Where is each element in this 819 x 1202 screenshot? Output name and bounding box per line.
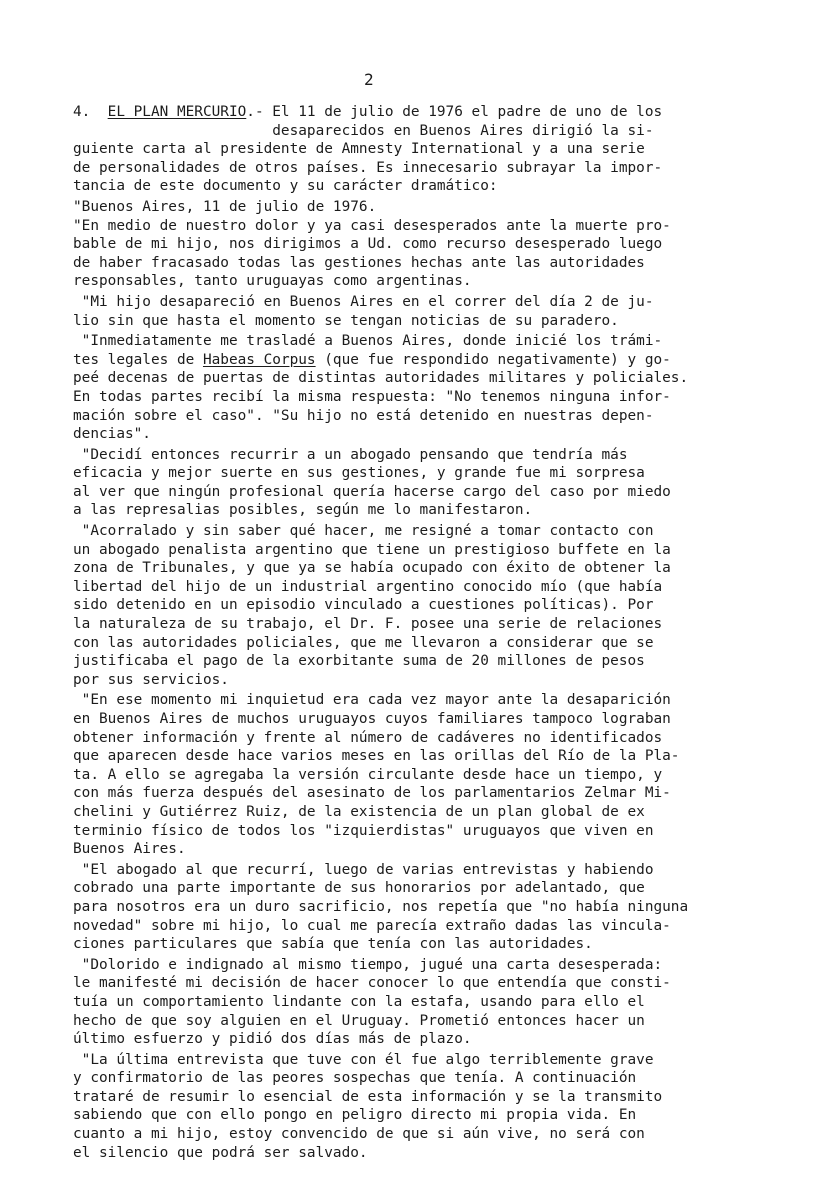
text-line: [73, 522, 793, 541]
text-line: [73, 407, 793, 426]
text-line: [73, 861, 793, 880]
text-line: [73, 974, 793, 993]
text-segment: lio sin que hasta el momento se tengan noticias de su paradero.: [73, 312, 619, 329]
text-line: [73, 879, 793, 898]
text-line: [73, 369, 793, 388]
text-line: [73, 1144, 793, 1163]
text-line: [73, 1088, 793, 1107]
text-segment: ciones particulares que sabía que tenía con las autoridades.: [73, 936, 593, 953]
paragraph: [73, 522, 793, 689]
text-line: [73, 917, 793, 936]
text-line: [73, 784, 793, 803]
text-line: [73, 177, 793, 196]
text-segment: bable de mi hijo, nos dirigimos a Ud. como recurso desesperado luego: [73, 236, 663, 253]
text-line: [73, 159, 793, 178]
document-body: [73, 103, 793, 1164]
text-line: [73, 840, 793, 859]
text-segment: ta. A ello se agregaba la versión circulante desde hace un tiempo, y: [73, 766, 663, 783]
text-segment: sabiendo que con ello pongo en peligro directo mi propia vida. En: [73, 1107, 637, 1124]
text-segment: "En medio de nuestro dolor y ya casi desesperados ante la muerte pro-: [73, 217, 671, 234]
text-segment: "Decidí entonces recurrir a un abogado pensando que tendría más: [73, 446, 628, 463]
text-segment: 4.: [73, 104, 108, 120]
text-line: [73, 596, 793, 615]
text-segment: "En ese momento mi inquietud era cada vez mayor ante la desaparición: [73, 692, 671, 709]
text-segment: tuía un comportamiento lindante con la estafa, usando para ello el: [73, 993, 645, 1010]
text-segment: guiente carta al presidente de Amnesty International y a una serie: [73, 141, 645, 158]
text-line: [73, 1012, 793, 1031]
text-segment: eficacia y mejor suerte en sus gestiones, y grande fue mi sorpresa: [73, 465, 645, 482]
text-segment: de personalidades de otros países. Es innecesario subrayar la impor-: [73, 159, 663, 176]
text-segment: la naturaleza de su trabajo, el Dr. F. posee una serie de relaciones: [73, 616, 663, 633]
text-segment: tancia de este documento y su carácter dramático:: [73, 178, 498, 195]
text-line: [73, 140, 793, 159]
text-segment: en Buenos Aires de muchos uruguayos cuyos familiares tampoco lograban: [73, 711, 671, 727]
text-line: [73, 198, 793, 217]
text-segment: libertad del hijo de un industrial argentino conocido mío (que había: [73, 578, 663, 595]
text-line: [73, 217, 793, 236]
paragraph: [73, 1051, 793, 1163]
text-segment: mación sobre el caso". "Su hijo no está detenido en nuestras depen-: [73, 407, 654, 424]
text-line: [73, 1030, 793, 1049]
text-segment: "Buenos Aires, 11 de julio de 1976.: [73, 198, 377, 215]
text-segment: trataré de resumir lo esencial de esta información y se la transmito: [73, 1088, 663, 1105]
paragraph: [73, 198, 793, 291]
paragraph: [73, 956, 793, 1049]
text-line: [73, 1125, 793, 1144]
text-line: [73, 425, 793, 444]
text-line: [73, 729, 793, 748]
text-segment: En todas partes recibí la misma respuesta: "No tenemos ninguna infor-: [73, 388, 671, 405]
text-line: [73, 501, 793, 520]
text-line: [73, 103, 793, 122]
text-segment: Buenos Aires.: [73, 841, 186, 858]
text-line: [73, 541, 793, 560]
text-segment: tes legales de: [73, 351, 203, 368]
text-line: [73, 634, 793, 653]
text-line: [73, 559, 793, 578]
text-line: [73, 956, 793, 975]
text-segment: "Mi hijo desapareció en Buenos Aires en el correr del día 2 de ju-: [73, 293, 654, 310]
paragraph: [73, 332, 793, 444]
text-line: [73, 446, 793, 465]
text-segment: "El abogado al que recurrí, luego de varias entrevistas y habiendo: [73, 861, 654, 878]
text-line: [73, 691, 793, 710]
text-segment: para nosotros era un duro sacrificio, nos repetía que "no había ninguna: [73, 898, 689, 915]
text-line: [73, 615, 793, 634]
text-segment: cobrado una parte importante de sus honorarios por adelantado, que: [73, 880, 645, 897]
underlined-text: Habeas Corpus: [202, 351, 316, 368]
text-segment: el silencio que podrá ser salvado.: [73, 1144, 368, 1161]
text-segment: desaparecidos en Buenos Aires dirigió la si-: [73, 122, 654, 139]
text-line: [73, 1051, 793, 1070]
text-segment: sido detenido en un episodio vinculado a cuestiones políticas). Por: [73, 597, 654, 614]
text-segment: a las represalias posibles, según me lo manifestaron.: [73, 502, 533, 519]
text-line: [73, 312, 793, 331]
text-segment: zona de Tribunales, y que ya se había ocupado con éxito de obtener la: [73, 560, 671, 577]
text-segment: responsables, tanto uruguayas como argentinas.: [73, 273, 472, 290]
text-segment: y confirmatorio de las peores sospechas que tenía. A continuación: [73, 1070, 637, 1087]
text-segment: .- El 11 de julio de 1976 el padre de uno de los: [246, 104, 663, 120]
text-segment: "Acorralado y sin saber qué hacer, me resigné a tomar contacto con: [73, 523, 654, 540]
text-line: [73, 235, 793, 254]
text-segment: novedad" sobre mi hijo, lo cual me parecía extraño dadas las vincula-: [73, 917, 671, 934]
paragraph: [73, 103, 793, 196]
text-segment: al ver que ningún profesional quería hacerse cargo del caso por miedo: [73, 483, 671, 500]
text-line: [73, 388, 793, 407]
text-line: [73, 483, 793, 502]
text-line: [73, 122, 793, 141]
text-line: [73, 652, 793, 671]
text-line: [73, 822, 793, 841]
text-segment: justificaba el pago de la exorbitante suma de 20 millones de pesos: [73, 653, 645, 670]
text-segment: dencias".: [73, 426, 151, 443]
text-segment: "La última entrevista que tuve con él fue algo terriblemente grave: [73, 1051, 654, 1068]
text-line: [73, 803, 793, 822]
text-segment: obtener información y frente al número de cadáveres no identificados: [73, 729, 663, 746]
text-segment: con las autoridades policiales, que me llevaron a considerar que se: [73, 634, 654, 651]
text-line: [73, 671, 793, 690]
text-line: [73, 1106, 793, 1125]
text-line: [73, 578, 793, 597]
text-segment: que aparecen desde hace varios meses en las orillas del Río de la Pla-: [73, 748, 680, 765]
text-segment: (que fue respondido negativamente) y go-: [315, 351, 671, 368]
text-line: [73, 254, 793, 273]
text-segment: peé decenas de puertas de distintas autoridades militares y policiales.: [73, 370, 689, 387]
text-segment: con más fuerza después del asesinato de los parlamentarios Zelmar Mi-: [73, 785, 671, 802]
page-number: 2: [364, 70, 374, 89]
paragraph: [73, 293, 793, 330]
underlined-text: EL PLAN MERCURIO: [107, 104, 247, 120]
paragraph: [73, 446, 793, 520]
text-line: [73, 464, 793, 483]
text-segment: último esfuerzo y pidió dos días más de plazo.: [73, 1031, 472, 1048]
text-line: [73, 993, 793, 1012]
text-segment: cuanto a mi hijo, estoy convencido de que si aún vive, no será con: [73, 1126, 645, 1143]
text-segment: "Inmediatamente me trasladé a Buenos Aires, donde inicié los trámi-: [73, 333, 663, 350]
text-segment: "Dolorido e indignado al mismo tiempo, jugué una carta desesperada:: [73, 956, 663, 973]
text-line: [73, 935, 793, 954]
text-line: [73, 710, 793, 729]
text-segment: hecho de que soy alguien en el Uruguay. Prometió entonces hacer un: [73, 1012, 645, 1029]
text-segment: por sus servicios.: [73, 671, 229, 688]
text-line: [73, 272, 793, 291]
text-line: [73, 898, 793, 917]
text-segment: terminio físico de todos los "izquierdistas" uruguayos que viven en: [73, 822, 654, 839]
text-segment: le manifesté mi decisión de hacer conocer lo que entendía que consti-: [73, 975, 671, 992]
text-segment: un abogado penalista argentino que tiene un prestigioso buffete en la: [73, 541, 671, 558]
text-line: [73, 351, 793, 370]
text-line: [73, 293, 793, 312]
text-line: [73, 332, 793, 351]
text-segment: chelini y Gutiérrez Ruiz, de la existencia de un plan global de ex: [73, 803, 645, 820]
text-line: [73, 1069, 793, 1088]
paragraph: [73, 691, 793, 858]
text-line: [73, 766, 793, 785]
paragraph: [73, 861, 793, 954]
text-line: [73, 747, 793, 766]
text-segment: de haber fracasado todas las gestiones hechas ante las autoridades: [73, 254, 645, 271]
